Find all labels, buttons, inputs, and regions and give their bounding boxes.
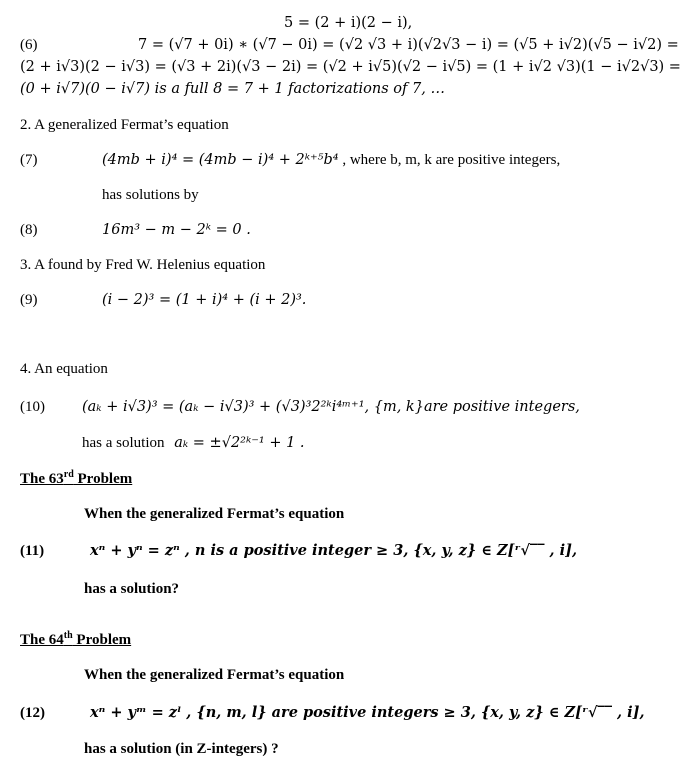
problem-63-intro: When the generalized Fermat’s equation	[84, 506, 345, 522]
equation-number-10: (10)	[20, 399, 45, 415]
equation-7	[102, 151, 560, 169]
section-3-heading: 3. A found by Fred W. Helenius equation	[20, 257, 266, 273]
problem-64-title-suffix: th	[63, 630, 73, 641]
problem-64-intro: When the generalized Fermat’s equation	[84, 667, 345, 683]
problem-63-title-text: The 63	[20, 471, 64, 487]
problem-63-title-suffix: rd	[63, 469, 74, 480]
solution-formula: aₖ = ±√2²ᵏ⁻¹ + 1 .	[174, 435, 305, 451]
equation-7-formula: (4mb + i)⁴ = (4mb − i)⁴ + 2ᵏ⁺⁵b⁴	[102, 152, 339, 168]
equation-6-line-1: 7 = (√7 + 0i) ∗ (√7 − 0i) = (√2 √3 + i)(√2√3 − i) = (√5 + i√2)(√5 − i√2) =	[138, 37, 679, 53]
equation-6-line-3: (0 + i√7)(0 − i√7) is a full 8 = 7 + 1 factorizations of 7, …	[20, 81, 445, 97]
equation-11: xⁿ + yⁿ = zⁿ , n is a positive integer ≥ 3, {x, y, z} ∈ Z[ʳ√‾‾ , i],	[90, 542, 578, 559]
problem-64-title-text: The 64	[20, 632, 64, 648]
section-2-heading: 2. A generalized Fermat’s equation	[20, 117, 229, 133]
problem-63-title	[20, 470, 132, 488]
equation-7-condition: , where b, m, k are positive integers,	[338, 152, 561, 168]
equation-number-6: (6)	[20, 37, 38, 53]
problem-63-question: has a solution?	[84, 581, 180, 597]
equation-10: (aₖ + i√3)³ = (aₖ − i√3)³ + (√3)³2²ᵏi⁴ᵐ⁺¹, {m, k}are positive integers,	[82, 399, 580, 415]
problem-64-title-word: Problem	[72, 632, 132, 648]
equation-6-line-2: (2 + i√3)(2 − i√3) = (√3 + 2i)(√3 − 2i) = (√2 + i√5)(√2 − i√5) = (1 + i√2 √3)(1 − i√2√3) =	[20, 59, 681, 75]
equation-8: 16m³ − m − 2ᵏ = 0 .	[102, 222, 251, 238]
section-4-heading: 4. An equation	[20, 361, 108, 377]
equation-number-8: (8)	[20, 222, 38, 238]
equation-9: (i − 2)³ = (1 + i)⁴ + (i + 2)³.	[102, 292, 307, 308]
equation-12: xⁿ + yᵐ = zˡ , {n, m, l} are positive integers ≥ 3, {x, y, z} ∈ Z[ʳ√‾‾ , i],	[90, 704, 645, 721]
equation-line-5-factorization: 5 = (2 + i)(2 − i),	[284, 15, 413, 31]
equation-number-9: (9)	[20, 292, 38, 308]
has-a-solution-label: has a solution	[82, 435, 165, 451]
problem-64-title	[20, 631, 131, 649]
has-solutions-text: has solutions by	[102, 187, 199, 203]
equation-number-12: (12)	[20, 705, 45, 721]
equation-number-11: (11)	[20, 543, 45, 559]
equation-number-7: (7)	[20, 152, 38, 168]
problem-63-title-word: Problem	[73, 471, 133, 487]
solution-line	[82, 434, 305, 452]
problem-64-question: has a solution (in Z-integers) ?	[84, 741, 279, 757]
